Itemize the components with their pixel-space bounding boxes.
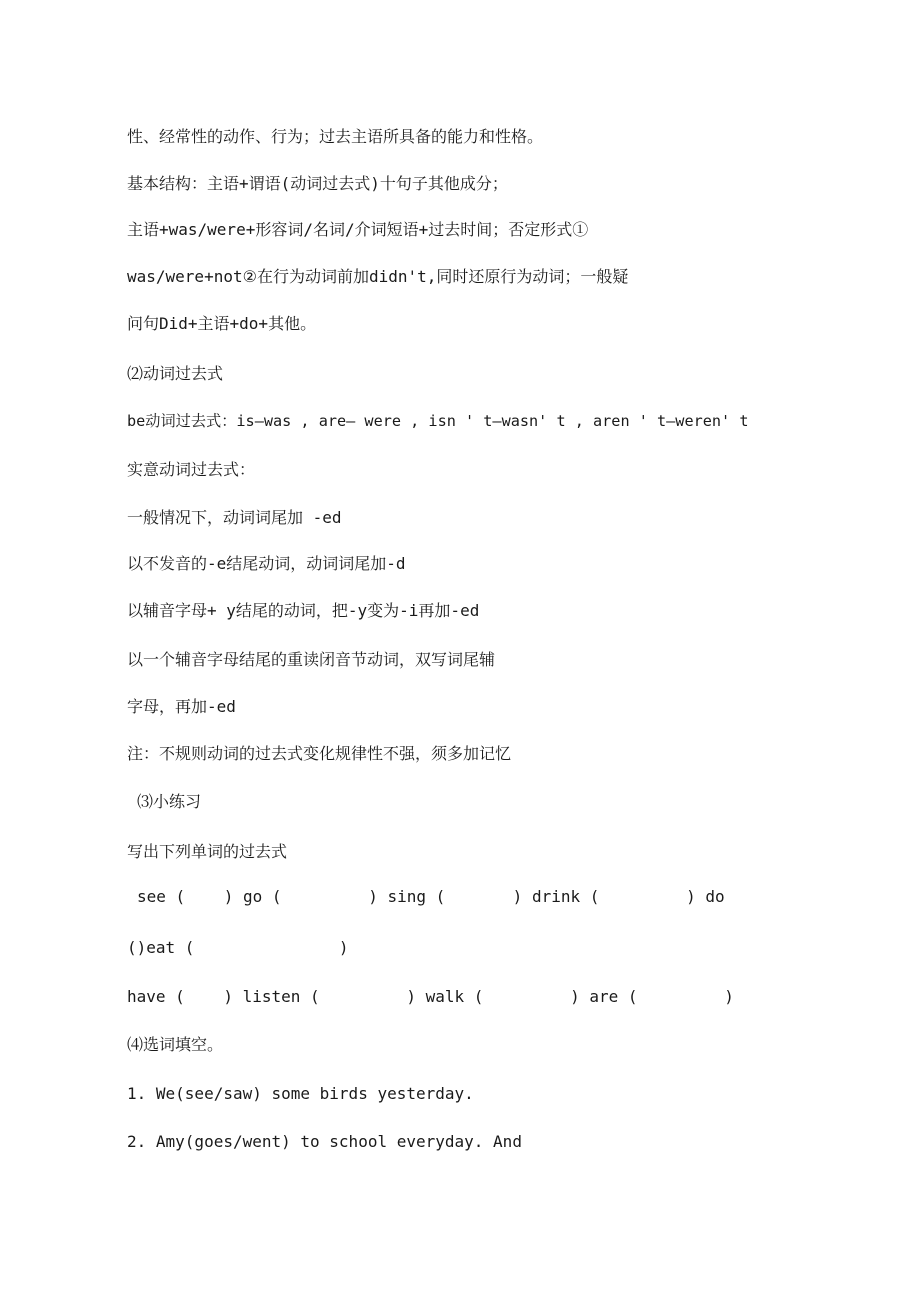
text-line: 一般情况下，动词词尾加 -ed	[127, 508, 342, 527]
text-line: 主语+was/were+形容词/名词/介词短语+过去时间；否定形式①	[127, 220, 589, 239]
exercise-line: 2. Amy(goes/went) to school everyday. And	[127, 1132, 522, 1151]
section-heading: ⑵动词过去式	[127, 364, 224, 383]
text-line: 基本结构：主语+谓语(动词过去式)十句子其他成分；	[127, 174, 508, 193]
text-line: 性、经常性的动作、行为；过去主语所具备的能力和性格。	[127, 127, 544, 146]
text-line: 注：不规则动词的过去式变化规律性不强，须多加记忆	[127, 744, 512, 763]
text-line: 以不发音的-e结尾动词，动词词尾加-d	[127, 554, 406, 573]
text-line: 实意动词过去式：	[127, 460, 256, 479]
text-line: was/were+not②在行为动词前加didn't,同时还原行为动词；一般疑	[127, 267, 629, 286]
exercise-line: ()eat ( )	[127, 938, 349, 957]
text-line: 写出下列单词的过去式	[127, 842, 288, 861]
exercise-line: 1. We(see/saw) some birds yesterday.	[127, 1084, 474, 1103]
section-heading: ⑶小练习	[137, 792, 202, 811]
exercise-line: have ( ) listen ( ) walk ( ) are ( )	[127, 987, 734, 1006]
section-heading: ⑷选词填空。	[127, 1035, 224, 1054]
text-line: be动词过去式：is—was , are— were , isn ' t—wasn' t , aren ' t—weren' t	[127, 412, 749, 430]
text-line: 问句Did+主语+do+其他。	[127, 314, 317, 333]
exercise-line: see ( ) go ( ) sing ( ) drink ( ) do	[137, 887, 725, 906]
text-line: 以一个辅音字母结尾的重读闭音节动词，双写词尾辅	[127, 650, 496, 669]
text-line: 以辅音字母+ y结尾的动词，把-y变为-i再加-ed	[127, 601, 480, 620]
text-line: 字母，再加-ed	[127, 697, 236, 716]
